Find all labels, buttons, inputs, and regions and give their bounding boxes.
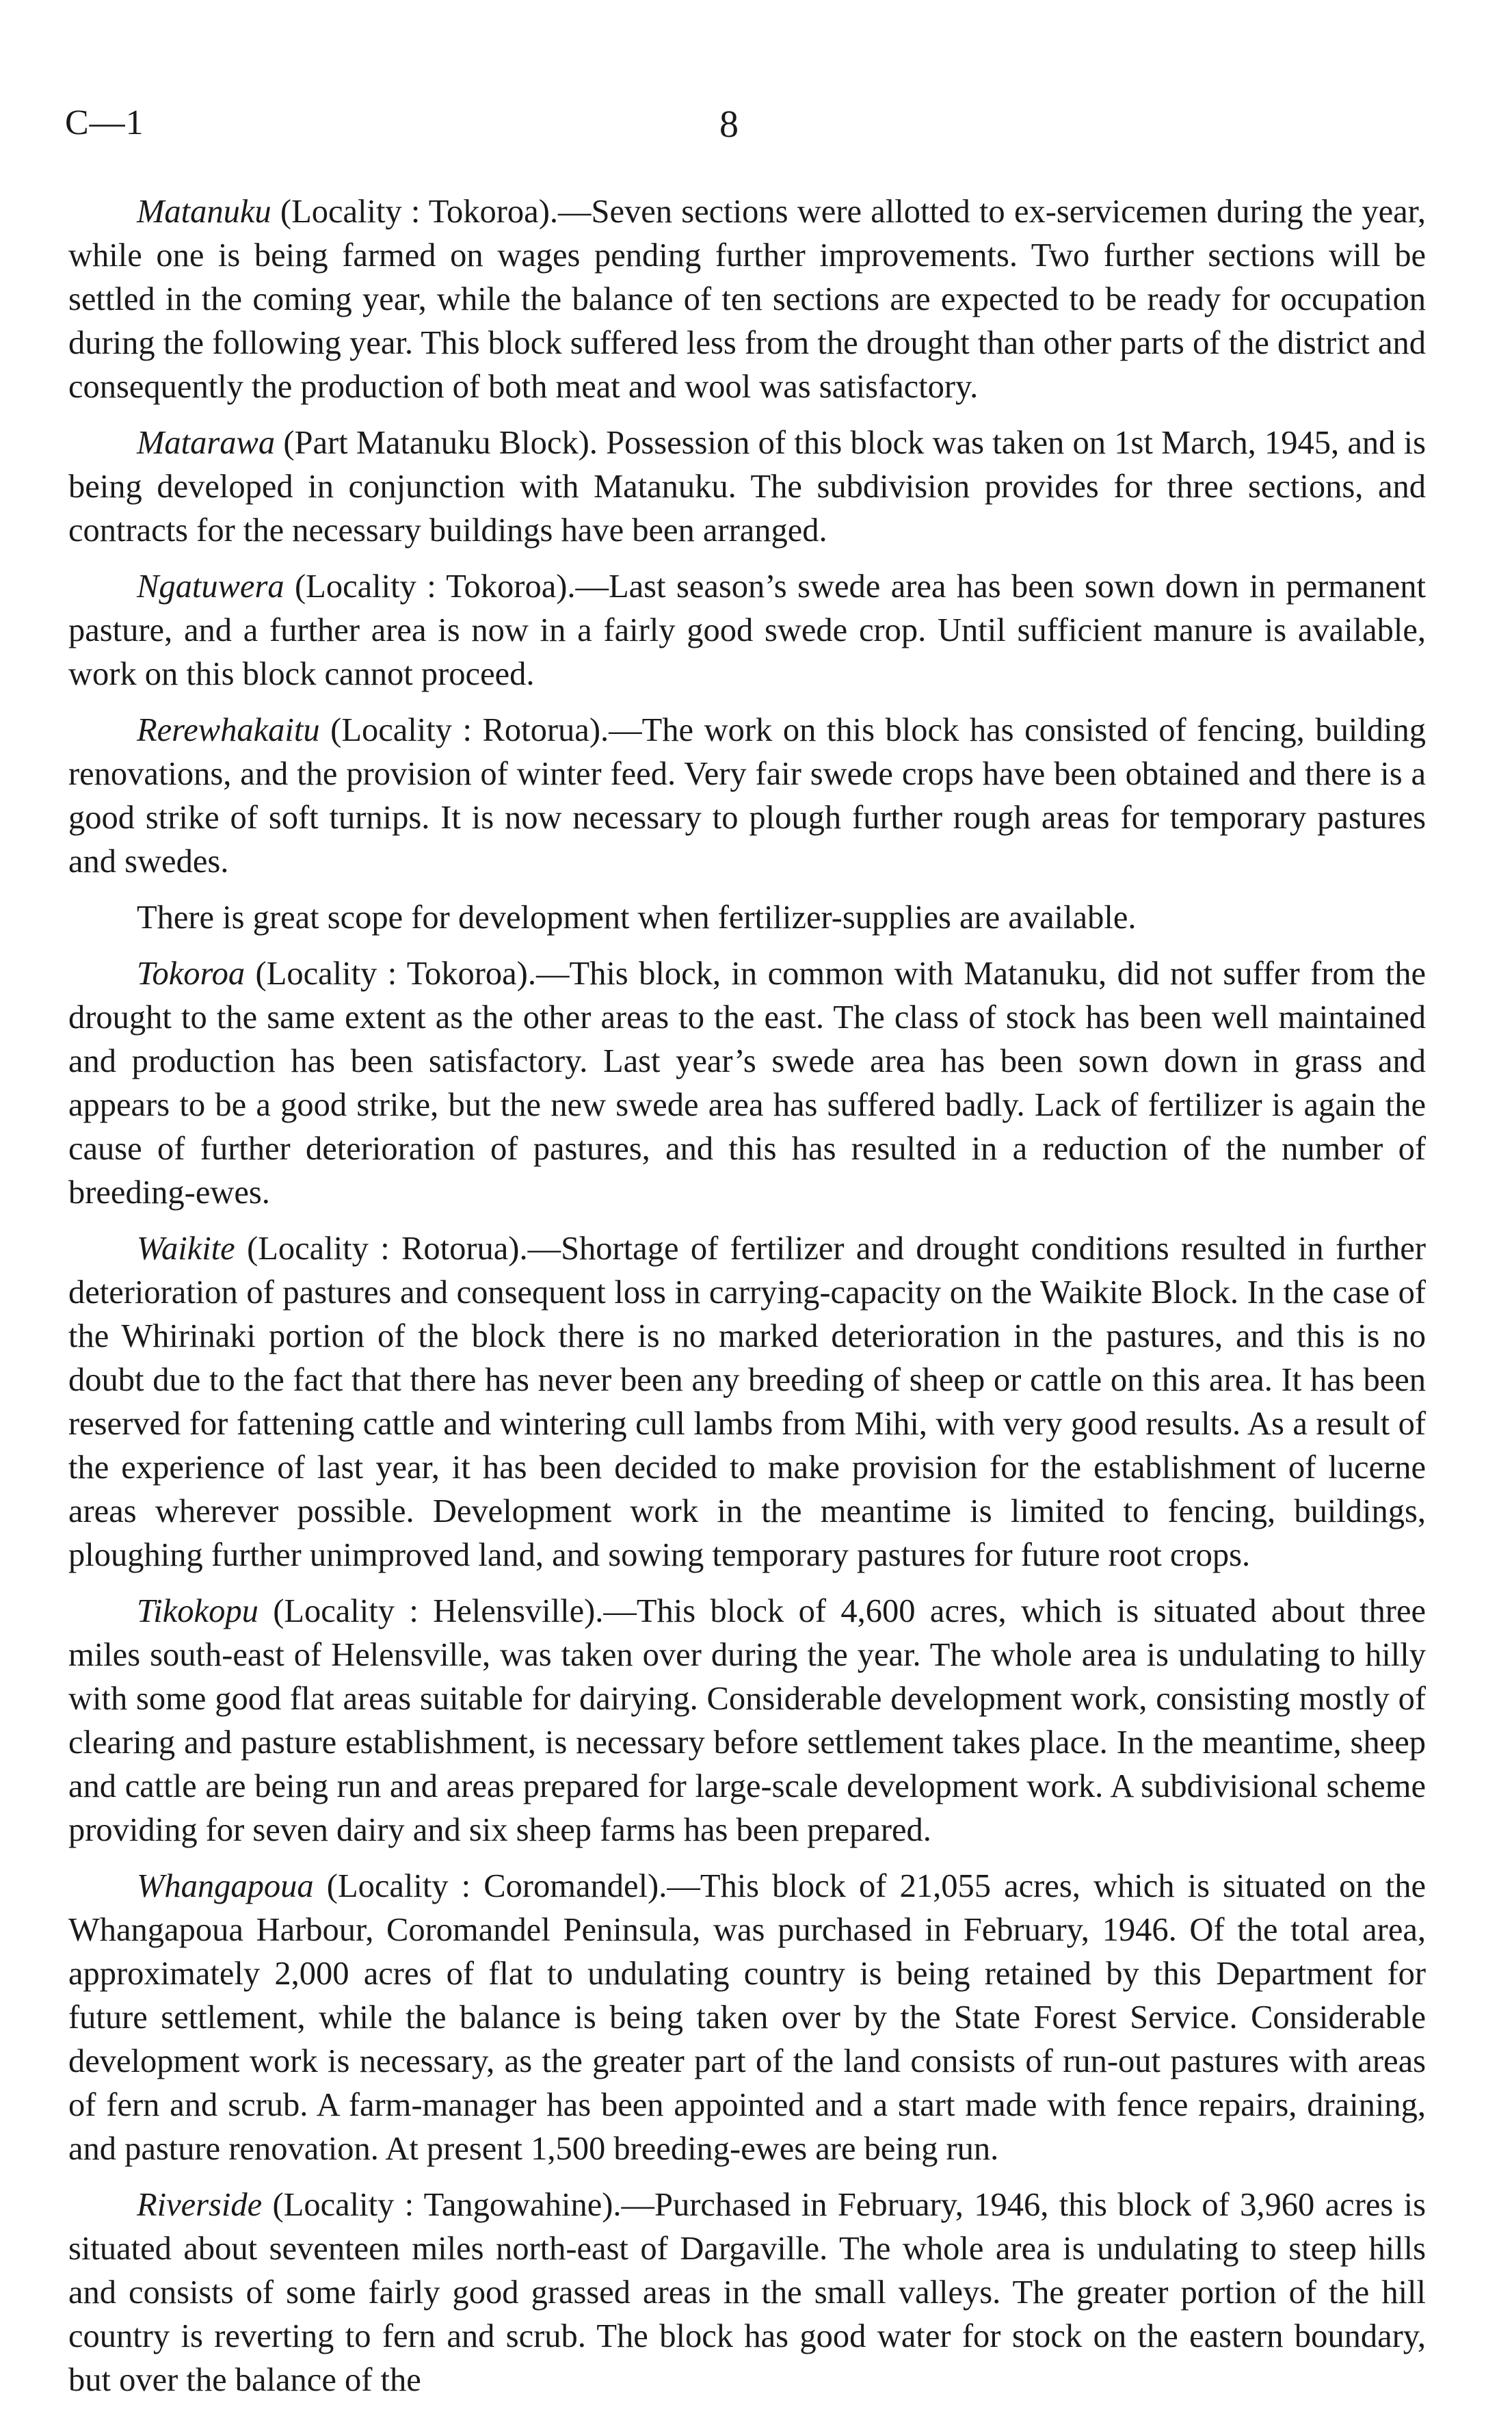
block-name: Waikite	[137, 1231, 235, 1267]
block-name: Matanuku	[137, 194, 271, 230]
paragraph-whangapoua	[68, 1865, 1426, 2171]
paragraph-text: (Locality : Tangowahine).—Purchased in February, 1946, this block of 3,960 acres is situated about seventeen miles north-east of Dargaville. The whole area is undulating to steep hills and consists of some fairly good grassed areas in the small valleys. The greater portion of the hill country is reverting to fern and scrub. The block has good water for stock on the eastern boundary, but over the balance of the	[68, 2187, 1426, 2398]
paragraph-text: (Locality : Rotorua).—Shortage of fertilizer and drought conditions resulted in further deterioration of pastures and consequent loss in carrying-capacity on the Waikite Block. In the case of the Whirinaki portion of the block there is no marked deterioration in the pastures, and this is no doubt due to the fact that there has never been any breeding of sheep or cattle on this area. It has been reserved for fattening cattle and wintering cull lambs from Mihi, with very good results. As a result of the experience of last year, it has been decided to make provision for the establishment of lucerne areas wherever possible. Development work in the meantime is limited to fencing, buildings, ploughing further unimproved land, and sowing temporary pastures for future root crops.	[68, 1231, 1426, 1573]
page-header	[0, 103, 1512, 150]
paragraph-matarawa	[68, 421, 1426, 553]
block-name: Matarawa	[137, 425, 276, 461]
paragraph-ngatuwera	[68, 565, 1426, 696]
paragraph-text: (Part Matanuku Block). Possession of this block was taken on 1st March, 1945, and is being developed in conjunction with Matanuku. The subdivision provides for three sections, and contracts for the necessary buildings have been arranged.	[68, 425, 1426, 549]
block-name: Tikokopu	[137, 1593, 258, 1629]
paragraph-text: (Locality : Tokoroa).—Seven sections were allotted to ex-servicemen during the year, while one is being farmed on wages pending further improvements. Two further sections will be settled in the coming year, while the balance of ten sections are expected to be ready for occupation during the following year. This block suffered less from the drought than other parts of the district and consequently the production of both meat and wool was satisfactory.	[68, 194, 1426, 405]
block-name: Riverside	[137, 2187, 263, 2223]
paragraph-riverside	[68, 2183, 1426, 2402]
page-number: 8	[719, 103, 739, 146]
paragraph-text: (Locality : Helensville).—This block of 4,600 acres, which is situated about three miles south-east of Helensville, was taken over during the year. The whole area is undulating to hilly with some good flat areas suitable for dairying. Considerable development work, consisting mostly of clearing and pasture establishment, is necessary before settlement takes place. In the meantime, sheep and cattle are being run and areas prepared for large-scale development work. A subdivisional scheme providing for seven dairy and six sheep farms has been prepared.	[68, 1593, 1426, 1848]
block-name: Whangapoua	[137, 1868, 314, 1904]
paragraph-waikite	[68, 1227, 1426, 1577]
paragraph-text: (Locality : Coromandel).—This block of 21,055 acres, which is situated on the Whangapoua Harbour, Coromandel Peninsula, was purchased in February, 1946. Of the total area, approximately 2,000 acres of flat to undulating country is being retained by this Department for future settlement, while the balance is being taken over by the State Forest Service. Considerable development work is necessary, as the greater part of the land consists of run-out pastures with areas of fern and scrub. A farm-manager has been appointed and a start made with fence repairs, draining, and pasture renovation. At present 1,500 breeding-ewes are being run.	[68, 1868, 1426, 2167]
block-name: Tokoroa	[137, 956, 246, 992]
body-text	[68, 190, 1426, 2402]
block-name: Ngatuwera	[137, 568, 284, 605]
paragraph-text: There is great scope for development when fertilizer-supplies are available.	[137, 899, 1137, 936]
paragraph-tokoroa	[68, 952, 1426, 1215]
block-name: Rerewhakaitu	[137, 712, 320, 748]
paragraph-rerewhakaitu	[68, 709, 1426, 884]
paragraph-fertilizer-scope	[68, 896, 1426, 940]
paragraph-text: (Locality : Tokoroa).—Last season’s swede area has been sown down in permanent pasture, and a further area is now in a fairly good swede crop. Until sufficient manure is available, work on this block cannot proceed.	[68, 568, 1426, 692]
paragraph-matanuku	[68, 190, 1426, 409]
paragraph-text: (Locality : Tokoroa).—This block, in common with Matanuku, did not suffer from the drought to the same extent as the other areas to the east. The class of stock has been well maintained and production has been satisfactory. Last year’s swede area has been sown down in grass and appears to be a good strike, but the new swede area has suffered badly. Lack of fertilizer is again the cause of further deterioration of pastures, and this has resulted in a reduction of the number of breeding-ewes.	[68, 956, 1426, 1211]
paragraph-text: (Locality : Rotorua).—The work on this block has consisted of fencing, building renovations, and the provision of winter feed. Very fair swede crops have been obtained and there is a good strike of soft turnips. It is now necessary to plough further rough areas for temporary pastures and swedes.	[68, 712, 1426, 880]
paragraph-tikokopu	[68, 1590, 1426, 1852]
report-reference: C—1	[65, 103, 144, 142]
